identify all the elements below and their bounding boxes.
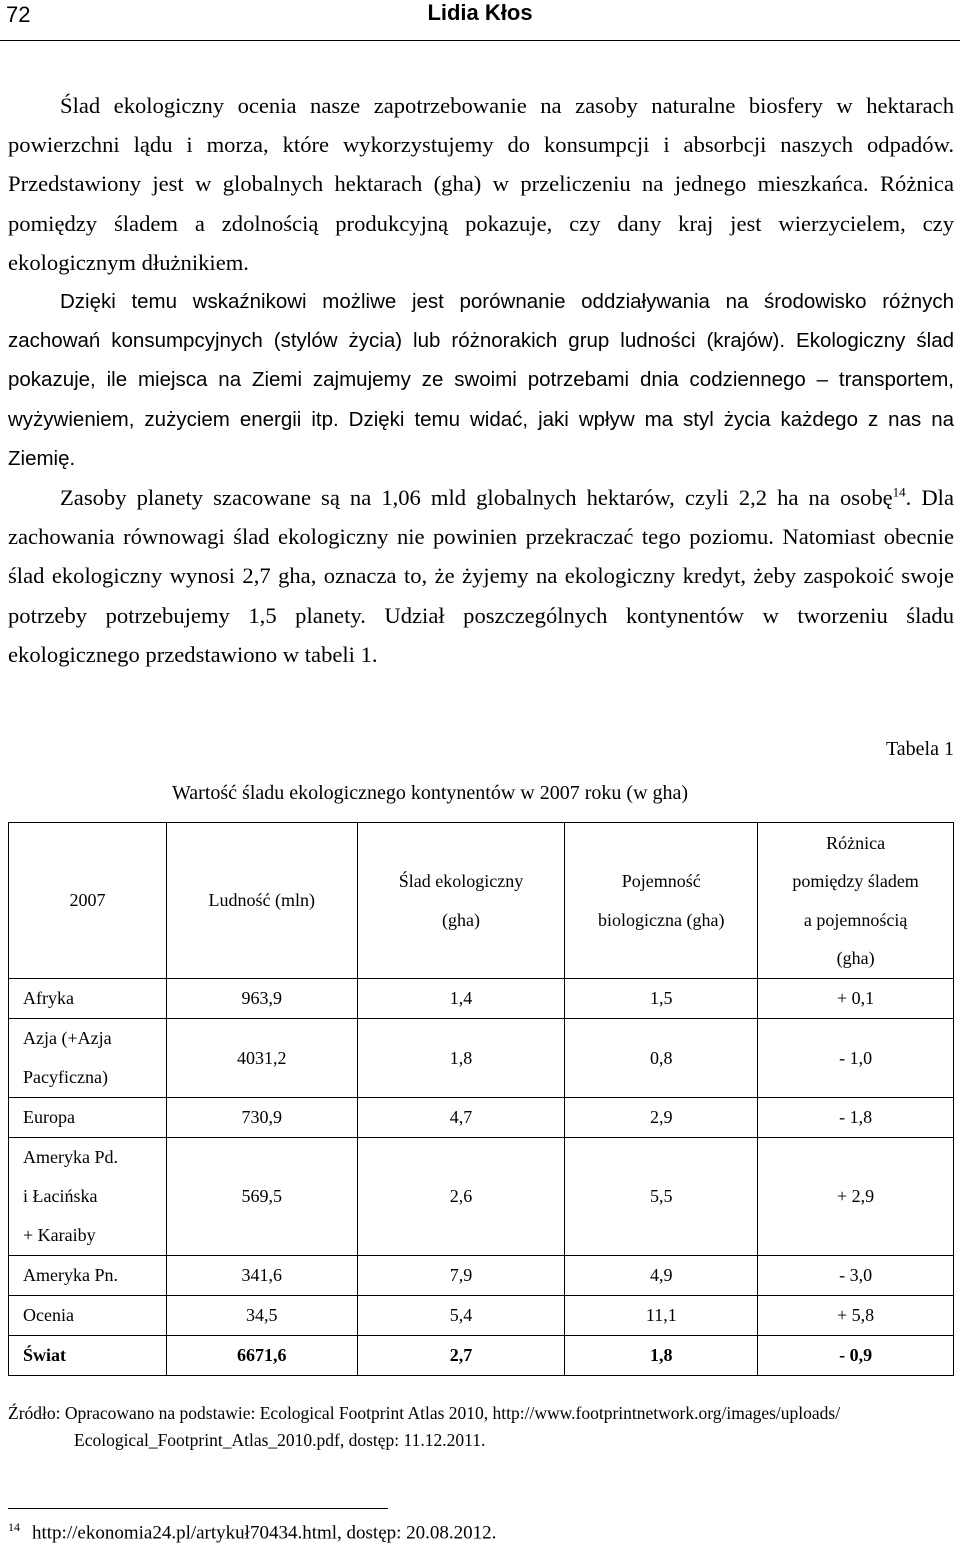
paragraph-2: Dzięki temu wskaźnikowi możliwe jest porównanie oddziaływania na środowisko różnych zachowań konsumpcyjnych (stylów życia) lub różnorakich grup ludności (krajów). Ekologiczny ślad pokazuje, ile miejsca na Ziemi zajmujemy ze swoimi potrzebami dnia codziennego – transportem, wyżywieniem, zużyciem energii itp. Dzięki temu widać, jaki wpływ ma styl życia każdego z nas na Ziemię. [8, 290, 954, 470]
header-line: Ludność (mln) [208, 890, 315, 911]
paragraph-3 [8, 478, 954, 674]
table-row [9, 979, 954, 1019]
header-cell [357, 823, 565, 979]
region-line: Świat [23, 1345, 67, 1365]
header-line: pomiędzy śladem [792, 871, 919, 891]
population-cell: 963,9 [166, 979, 357, 1019]
source-line-2: Ecological_Footprint_Atlas_2010.pdf, dostęp: 11.12.2011. [74, 1430, 486, 1450]
table-row [9, 1256, 954, 1296]
difference-cell: - 1,8 [758, 1098, 954, 1138]
header-line: biologiczna (gha) [598, 909, 725, 930]
region-cell [9, 1296, 167, 1336]
biocapacity-cell: 0,8 [565, 1019, 758, 1098]
footprint-cell: 2,6 [357, 1138, 565, 1256]
region-cell [9, 1336, 167, 1376]
header-cell [565, 823, 758, 979]
region-cell [9, 1256, 167, 1296]
header-cell [166, 823, 357, 979]
biocapacity-cell: 1,5 [565, 979, 758, 1019]
population-cell: 730,9 [166, 1098, 357, 1138]
difference-cell: - 3,0 [758, 1256, 954, 1296]
page-number: 72 [6, 2, 31, 27]
biocapacity-cell: 1,8 [565, 1336, 758, 1376]
header-rule [0, 40, 960, 41]
biocapacity-cell: 11,1 [565, 1296, 758, 1336]
header-cell [758, 823, 954, 979]
region-line: Europa [23, 1107, 75, 1127]
population-cell: 6671,6 [166, 1336, 357, 1376]
region-line: i Łacińska [23, 1186, 98, 1206]
table-caption: Wartość śladu ekologicznego kontynentów w 2007 roku (w gha) [172, 782, 689, 804]
footprint-table [8, 822, 954, 1376]
source-line-1: Źródło: Opracowano na podstawie: Ecological Footprint Atlas 2010, http://www.footprintnetwork.org/images/uploads/ [8, 1403, 841, 1423]
difference-cell: - 0,9 [758, 1336, 954, 1376]
table-label: Tabela 1 [885, 738, 954, 760]
footprint-cell: 1,4 [357, 979, 565, 1019]
footprint-cell: 5,4 [357, 1296, 565, 1336]
table-source [8, 1400, 958, 1454]
difference-cell: + 2,9 [758, 1138, 954, 1256]
footprint-cell: 1,8 [357, 1019, 565, 1098]
paragraph-1: Ślad ekologiczny ocenia nasze zapotrzebowanie na zasoby naturalne biosfery w hektarach powierzchni lądu i morza, które wykorzystujemy do konsumpcji i absorbcji naszych odpadów. Przedstawiony jest w globalnych hektarach (gha) w przeliczeniu na jednego mieszkańca. Różnica pomiędzy śladem a zdolnością produkcyjną pokazuje, czy dany kraj jest wierzycielem, czy ekologicznym dłużnikiem. [8, 93, 954, 275]
region-line: Afryka [23, 988, 74, 1008]
header-line: Pojemność [621, 871, 701, 891]
table-row [9, 1296, 954, 1336]
population-cell: 341,6 [166, 1256, 357, 1296]
region-line: + Karaiby [23, 1225, 96, 1245]
region-line: Ocenia [23, 1305, 74, 1325]
biocapacity-cell: 4,9 [565, 1256, 758, 1296]
header-line: Ślad ekologiczny [398, 871, 524, 891]
footnote-number: 14 [8, 1520, 20, 1534]
region-line: Ameryka Pd. [23, 1147, 118, 1167]
footprint-cell: 4,7 [357, 1098, 565, 1138]
table-header-row [9, 823, 954, 979]
body-text [8, 86, 954, 674]
population-cell: 4031,2 [166, 1019, 357, 1098]
population-cell: 34,5 [166, 1296, 357, 1336]
region-line: Pacyficzna) [23, 1067, 108, 1087]
footnote [8, 1520, 496, 1544]
footnote-rule [8, 1508, 388, 1509]
population-cell: 569,5 [166, 1138, 357, 1256]
biocapacity-cell: 2,9 [565, 1098, 758, 1138]
region-cell [9, 979, 167, 1019]
region-cell [9, 1019, 167, 1098]
header-line: Różnica [826, 832, 886, 853]
table-row [9, 1098, 954, 1138]
paragraph-3-part-1: Zasoby planety szacowane są na 1,06 mld globalnych hektarów, czyli 2,2 ha na osobę [60, 485, 893, 511]
header-line: 2007 [69, 890, 106, 911]
difference-cell: + 5,8 [758, 1296, 954, 1336]
footnote-reference[interactable]: 14 [892, 484, 906, 500]
footnote-text: http://ekonomia24.pl/artykuł70434.html, dostęp: 20.08.2012. [32, 1522, 497, 1544]
paragraph-3-part-2: . Dla zachowania równowagi ślad ekologiczny nie powinien przekraczać tego poziomu. Natomiast obecnie ślad ekologiczny wynosi 2,7 gha, oznacza to, że żyjemy na ekologiczny kredyt, żeby zaspokoić swoje potrzeby potrzebujemy 1,5 planety. Udział poszczególnych kontynentów w tworzeniu śladu ekologicznego przedstawiono w tabeli 1. [8, 485, 954, 667]
difference-cell: - 1,0 [758, 1019, 954, 1098]
footprint-cell: 2,7 [357, 1336, 565, 1376]
header-line: (gha) [442, 909, 480, 930]
table-row [9, 1138, 954, 1256]
region-cell [9, 1098, 167, 1138]
region-line: Ameryka Pn. [23, 1265, 118, 1285]
biocapacity-cell: 5,5 [565, 1138, 758, 1256]
table-row [9, 1019, 954, 1098]
difference-cell: + 0,1 [758, 979, 954, 1019]
header-cell [9, 823, 167, 979]
page-header [0, 0, 960, 44]
footprint-cell: 7,9 [357, 1256, 565, 1296]
header-line: (gha) [836, 948, 875, 968]
header-line: a pojemnością [803, 909, 908, 930]
table-row [9, 1336, 954, 1376]
region-line: Azja (+Azja [23, 1028, 112, 1048]
running-head-author: Lidia Kłos [427, 0, 533, 25]
region-cell [9, 1138, 167, 1256]
